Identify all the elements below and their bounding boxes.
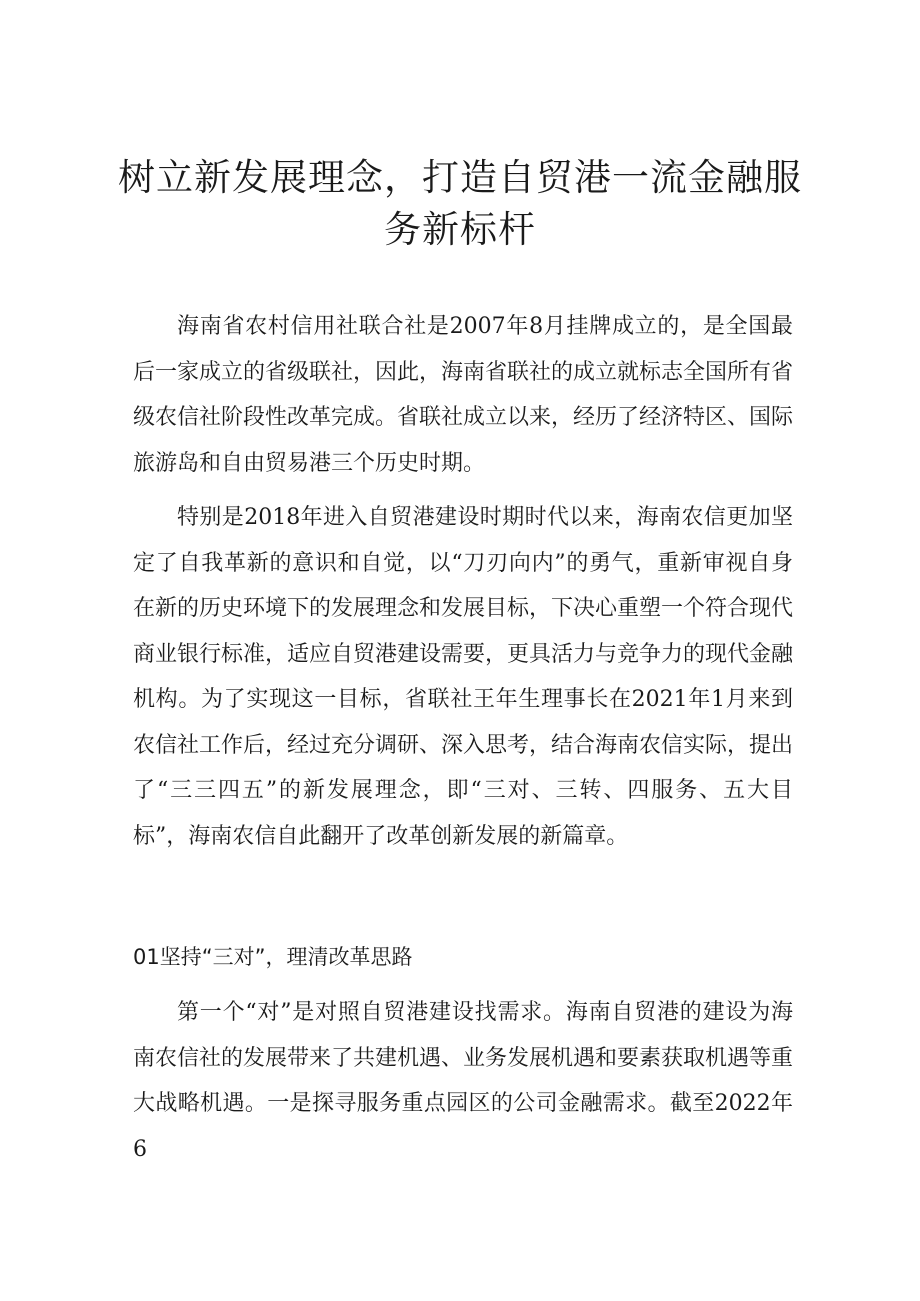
section-paragraph: 第一个“对”是对照自贸港建设找需求。海南自贸港的建设为海南农信社的发展带来了共建机遇、业务发展机遇和要素获取机遇等重大战略机遇。一是探寻服务重点园区的公司金融需求。截至2022年6 [133,1000,794,1162]
paragraph-intro: 海南省农村信用社联合社是2007年8月挂牌成立的，是全国最后一家成立的省级联社，因此，海南省联社的成立就标志全国所有省级农信社阶段性改革完成。省联社成立以来，经历了经济特区、国际旅游岛和自由贸易港三个历史时期。 [133,314,794,476]
paragraph-development: 特别是2018年进入自贸港建设时期时代以来，海南农信更加坚定了自我革新的意识和自觉，以“刀刃向内”的勇气，重新审视自身在新的历史环境下的发展理念和发展目标，下决心重塑一个符合现代商业银行标准，适应自贸港建设需要，更具活力与竞争力的现代金融机构。为了实现这一目标，省联社王年生理事长在2021年1月来到农信社工作后，经过充分调研、深入思考，结合海南农信实际，提出了“三三四五”的新发展理念，即“三对、三转、四服务、五大目标”，海南农信自此翻开了改革创新发展的新篇章。 [133,505,794,849]
document-title: 树立新发展理念，打造自贸港一流金融服务新标杆 [118,156,802,251]
section-heading: 01坚持“三对”，理清改革思路 [133,945,413,969]
